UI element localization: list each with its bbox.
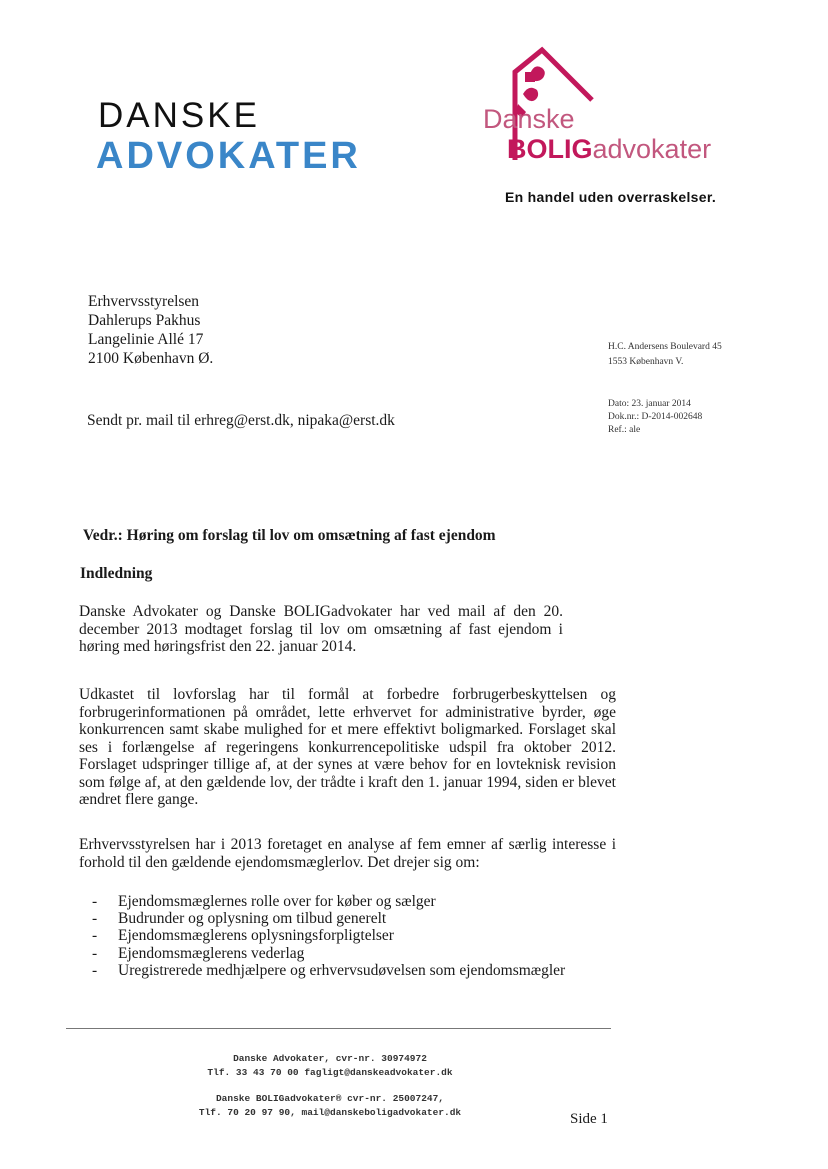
recipient-building: Dahlerups Pakhus [88,312,201,329]
footer-line-1: Danske Advokater, cvr-nr. 30974972 [233,1053,427,1064]
paragraph-2: Udkastet til lovforslag har til formål at forbedre forbrugerbeskyttelsen og forbrugerinformationen på området, lette erhvervet for administrative byrder, øge konkurrencen samt skabe mulighed for et mere effektivt boligmarked. Forslaget skal ses i forlængelse af regeringens konkurrencepolitiske udspil fra oktober 2012. Forslaget udspringer tillige af, at der synes at være behov for en lovteknisk revision som følge af, at den gældende lov, der trådte i kraft den 1. januar 1994, siden er blevet ændret flere gange. [79,686,616,808]
danske-advokater-logo-line1: DANSKE [98,96,260,135]
bullet-dash: - [92,927,98,945]
list-item [92,962,565,979]
footer-line-4: Tlf. 70 20 97 90, mail@danskeboligadvokater.dk [198,1107,462,1118]
section-heading: Indledning [80,565,153,582]
list-item [92,945,565,962]
recipient-street: Langelinie Allé 17 [88,331,204,348]
list-item [92,927,565,944]
footer-line-2: Tlf. 33 43 70 00 fagligt@danskeadvokater.dk [207,1067,453,1078]
list-item-text: Ejendomsmæglerens vederlag [118,944,305,962]
bullet-dash: - [92,961,98,979]
subject-line: Vedr.: Høring om forslag til lov om omsætning af fast ejendom [83,527,496,544]
list-item [92,893,565,910]
footer-line-3: Danske BOLIGadvokater® cvr-nr. 25007247, [215,1093,445,1104]
footer-danske-advokater [150,1052,510,1080]
meta-date: Dato: 23. januar 2014 [608,399,691,409]
list-item-text: Uregistrerede medhjælpere og erhvervsudøvelsen som ejendomsmægler [118,961,566,979]
paragraph-1: Danske Advokater og Danske BOLIGadvokater har ved mail af den 20. december 2013 modtaget forslag til lov om omsætning af fast ejendom i høring med høringsfrist den 22. januar 2014. [79,603,563,655]
page-number: Side 1 [570,1111,608,1127]
recipient-name: Erhvervsstyrelsen [88,293,200,310]
list-item-text: Ejendomsmæglernes rolle over for køber og sælger [118,893,436,910]
bolig-logo-line1: Danske [483,104,575,134]
tagline: En handel uden overraskelser. [505,189,717,205]
bullet-dash: - [92,944,98,962]
bolig-logo-line2 [507,136,711,163]
meta-ref: Ref.: ale [608,425,641,435]
sender-address [608,340,722,370]
document-meta [608,398,702,437]
bullet-dash: - [92,893,98,910]
paragraph-3: Erhvervsstyrelsen har i 2013 foretaget en analyse af fem emner af særlig interesse i forhold til den gældende ejendomsmæglerlov. Det drejer sig om: [79,836,616,871]
footer-bolig [150,1092,510,1120]
sender-street: H.C. Andersens Boulevard 45 [608,342,722,352]
list-item-text: Ejendomsmæglerens oplysningsforpligtelser [118,927,394,945]
sender-city: 1553 København V. [608,357,684,367]
list-item-text: Budrunder og oplysning om tilbud generelt [118,910,387,928]
footer-divider [66,1028,611,1029]
recipient-address [88,292,213,368]
bolig-logo-rest: advokater [592,134,712,164]
meta-doc-no: Dok.nr.: D-2014-002648 [608,412,703,422]
bullet-dash: - [92,910,98,928]
bolig-logo-bold: BOLIG [507,134,593,164]
danske-advokater-logo-line2: ADVOKATER [96,135,361,177]
list-item [92,910,565,927]
topic-list [92,893,565,979]
sent-by-mail-line: Sendt pr. mail til erhreg@erst.dk, nipaka@erst.dk [87,412,395,429]
recipient-city: 2100 København Ø. [88,350,214,367]
